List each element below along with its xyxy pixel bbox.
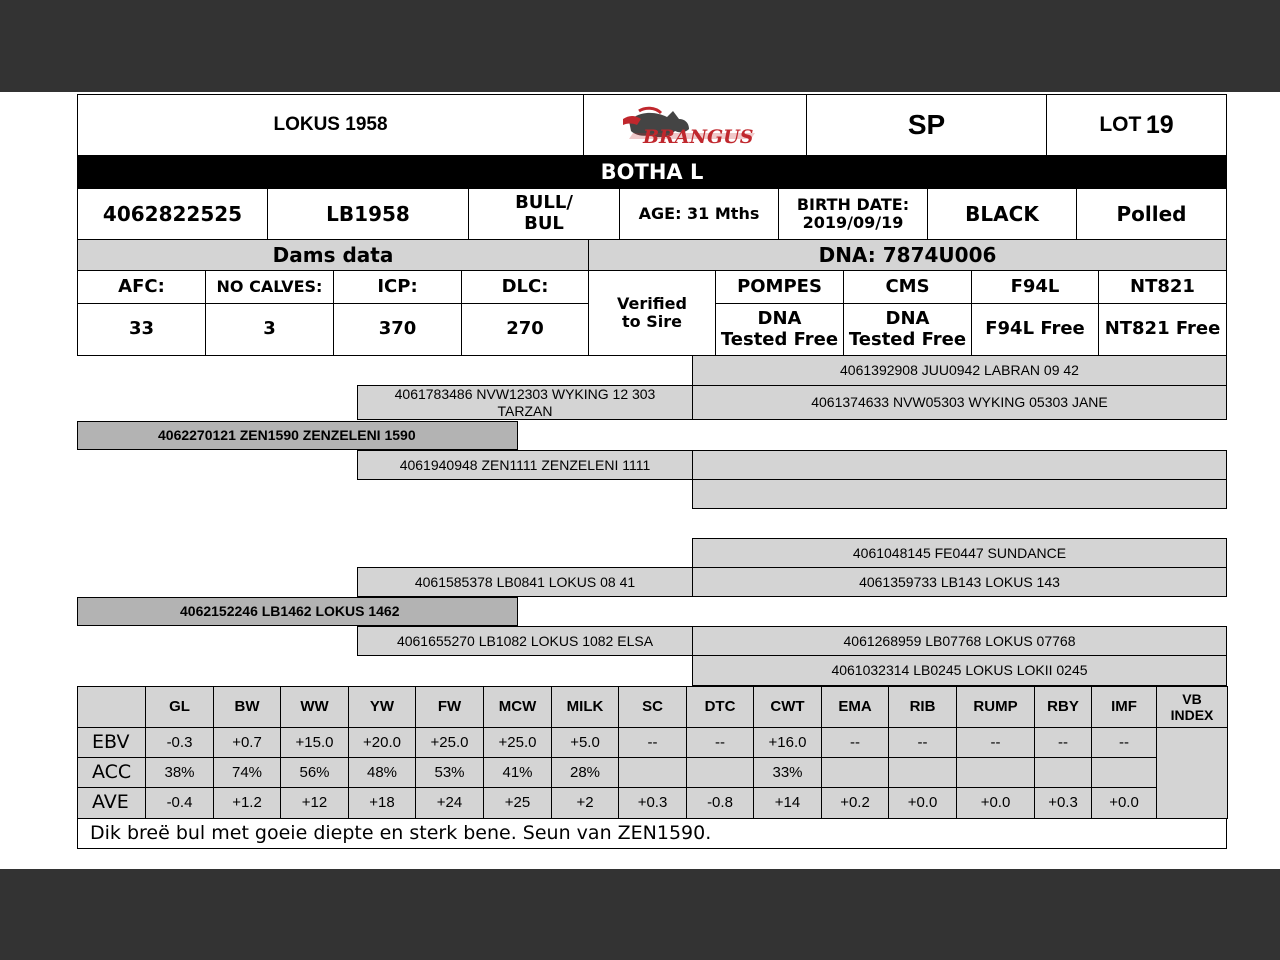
dams-header-icp: ICP: <box>333 270 462 304</box>
dna-title: DNA: 7874U006 <box>588 239 1227 271</box>
bull-head-icon <box>615 103 775 147</box>
dams-header-calves: NO CALVES: <box>205 270 334 304</box>
ebv-column-header: RUMP <box>956 686 1035 728</box>
dna-result-line2: Tested Free <box>848 328 967 350</box>
pedigree-sire-dam-dam <box>692 479 1227 509</box>
ebv-row-value: -- <box>888 727 957 758</box>
dna-result-nt821: NT821 Free <box>1098 303 1227 356</box>
lot-value: 19 <box>1145 110 1174 139</box>
pedigree-sire-sire: 4061783486 NVW12303 WYKING 12 303 TARZAN <box>357 385 693 420</box>
ebv-row-value: -- <box>1091 727 1157 758</box>
sex-line1: BULL/ <box>515 192 573 214</box>
animal-tag: LB1958 <box>267 188 469 240</box>
ebv-column-header: WW <box>280 686 349 728</box>
ave-row-value: +0.0 <box>888 787 957 819</box>
ave-row-value: +25 <box>483 787 552 819</box>
ebv-row-value: +0.7 <box>213 727 281 758</box>
dams-header-afc: AFC: <box>77 270 206 304</box>
vb-index-line1: VB <box>1182 690 1202 707</box>
ave-row-label: AVE <box>77 787 146 819</box>
acc-row-value <box>888 757 957 788</box>
pedigree-sire-dam: 4061940948 ZEN1111 ZENZELENI 1111 <box>357 450 693 480</box>
birth-date-label: BIRTH DATE: <box>796 194 910 214</box>
pedigree-dam-dam: 4061655270 LB1082 LOKUS 1082 ELSA <box>357 626 693 656</box>
brand-logo-text: BRANGUS <box>643 126 754 147</box>
ebv-row-value: -0.3 <box>145 727 214 758</box>
ave-row-value: +1.2 <box>213 787 281 819</box>
ebv-column-header: DTC <box>686 686 754 728</box>
vb-index-value <box>1156 727 1228 819</box>
ebv-row-value: +25.0 <box>415 727 484 758</box>
birth-date-value: 2019/09/19 <box>802 213 904 232</box>
ave-row-value: +12 <box>280 787 349 819</box>
pedigree-sire-dam-sire <box>692 450 1227 480</box>
pedigree-dam-sire-sire: 4061048145 FE0447 SUNDANCE <box>692 538 1227 568</box>
colour-field: BLACK <box>927 188 1077 240</box>
ebv-row-value: +15.0 <box>280 727 349 758</box>
ebv-header-corner <box>77 686 146 728</box>
dna-result-f94l: F94L Free <box>971 303 1099 356</box>
dams-header-dlc: DLC: <box>461 270 589 304</box>
ebv-column-header: MILK <box>551 686 619 728</box>
dams-value-icp: 370 <box>333 303 462 356</box>
acc-row-value: 38% <box>145 757 214 788</box>
dna-result-line1: DNA <box>757 307 802 329</box>
dams-value-dlc: 270 <box>461 303 589 356</box>
ebv-column-header: MCW <box>483 686 552 728</box>
ebv-column-header: RBY <box>1034 686 1092 728</box>
ebv-row-label: EBV <box>77 727 146 758</box>
ave-row-value: +18 <box>348 787 416 819</box>
ebv-row-value: -- <box>956 727 1035 758</box>
acc-row-value <box>821 757 889 788</box>
brangus-logo <box>583 94 807 156</box>
acc-row-label: ACC <box>77 757 146 788</box>
ebv-row-value: +5.0 <box>551 727 619 758</box>
verified-to-sire: Verified to Sire <box>588 270 716 356</box>
top-frame-bar <box>0 0 1280 92</box>
dams-data-title: Dams data <box>77 239 589 271</box>
ave-row-value: +0.3 <box>618 787 687 819</box>
ebv-column-header: RIB <box>888 686 957 728</box>
dna-test-f94l: F94L <box>971 270 1099 304</box>
dams-value-afc: 33 <box>77 303 206 356</box>
ebv-column-header: EMA <box>821 686 889 728</box>
ebv-row-value: -- <box>686 727 754 758</box>
age-field: AGE: 31 Mths <box>619 188 779 240</box>
vb-index-line2: INDEX <box>1170 707 1214 723</box>
ave-row-value: +2 <box>551 787 619 819</box>
pedigree-dam-dam-dam: 4061032314 LB0245 LOKUS LOKII 0245 <box>692 655 1227 686</box>
pedigree-sire: 4062270121 ZEN1590 ZENZELENI 1590 <box>77 421 518 450</box>
acc-row-value: 33% <box>753 757 822 788</box>
ave-row-value: +0.3 <box>1034 787 1092 819</box>
pedigree-sire-sire-dam: 4061374633 NVW05303 WYKING 05303 JANE <box>692 385 1227 420</box>
acc-row-value: 74% <box>213 757 281 788</box>
ave-row-value: +24 <box>415 787 484 819</box>
dna-test-cms: CMS <box>843 270 972 304</box>
ebv-row-value: +16.0 <box>753 727 822 758</box>
birth-date-field <box>778 188 928 240</box>
dna-result-cms <box>843 303 972 356</box>
ave-row-value: +0.2 <box>821 787 889 819</box>
ebv-column-header: FW <box>415 686 484 728</box>
acc-row-value: 41% <box>483 757 552 788</box>
ave-row-value: +0.0 <box>1091 787 1157 819</box>
pedigree-dam: 4062152246 LB1462 LOKUS 1462 <box>77 597 518 626</box>
pedigree-dam-dam-sire: 4061268959 LB07768 LOKUS 07768 <box>692 626 1227 656</box>
sex-field <box>468 188 620 240</box>
ave-row-value: +14 <box>753 787 822 819</box>
dams-value-calves: 3 <box>205 303 334 356</box>
id-number: 4062822525 <box>77 188 268 240</box>
dna-result-line2: Tested Free <box>720 328 839 350</box>
horn-field: Polled <box>1076 188 1227 240</box>
ebv-column-header: IMF <box>1091 686 1157 728</box>
lot-prefix: LOT <box>1099 112 1142 136</box>
acc-row-value: 53% <box>415 757 484 788</box>
acc-row-value: 48% <box>348 757 416 788</box>
sex-line2: BUL <box>524 213 564 234</box>
ebv-row-value: -- <box>1034 727 1092 758</box>
dna-result-pompes <box>715 303 844 356</box>
acc-row-value <box>618 757 687 788</box>
ebv-column-header: GL <box>145 686 214 728</box>
acc-row-value: 28% <box>551 757 619 788</box>
acc-row-value: 56% <box>280 757 349 788</box>
ebv-column-header: SC <box>618 686 687 728</box>
breeder-name: BOTHA L <box>77 155 1227 189</box>
grade-badge: SP <box>806 94 1047 156</box>
pedigree-dam-sire: 4061585378 LB0841 LOKUS 08 41 <box>357 567 693 597</box>
ebv-column-header: YW <box>348 686 416 728</box>
lot-number <box>1046 94 1227 156</box>
comment-text: Dik breë bul met goeie diepte en sterk bene. Seun van ZEN1590. <box>77 818 1227 849</box>
acc-row-value <box>686 757 754 788</box>
dna-test-nt821: NT821 <box>1098 270 1227 304</box>
ave-row-value: +0.0 <box>956 787 1035 819</box>
ebv-row-value: -- <box>821 727 889 758</box>
acc-row-value <box>1034 757 1092 788</box>
animal-name: LOKUS 1958 <box>77 94 584 156</box>
ebv-column-header: CWT <box>753 686 822 728</box>
bottom-frame-bar <box>0 869 1280 960</box>
acc-row-value <box>1091 757 1157 788</box>
ebv-column-header: BW <box>213 686 281 728</box>
pedigree-sire-sire-sire: 4061392908 JUU0942 LABRAN 09 42 <box>692 355 1227 386</box>
ebv-row-value: +25.0 <box>483 727 552 758</box>
pedigree-dam-sire-dam: 4061359733 LB143 LOKUS 143 <box>692 567 1227 597</box>
dna-result-line1: DNA <box>885 307 930 329</box>
ebv-row-value: +20.0 <box>348 727 416 758</box>
vb-index-header <box>1156 686 1228 728</box>
ave-row-value: -0.4 <box>145 787 214 819</box>
dna-test-pompes: POMPES <box>715 270 844 304</box>
ebv-row-value: -- <box>618 727 687 758</box>
ave-row-value: -0.8 <box>686 787 754 819</box>
acc-row-value <box>956 757 1035 788</box>
